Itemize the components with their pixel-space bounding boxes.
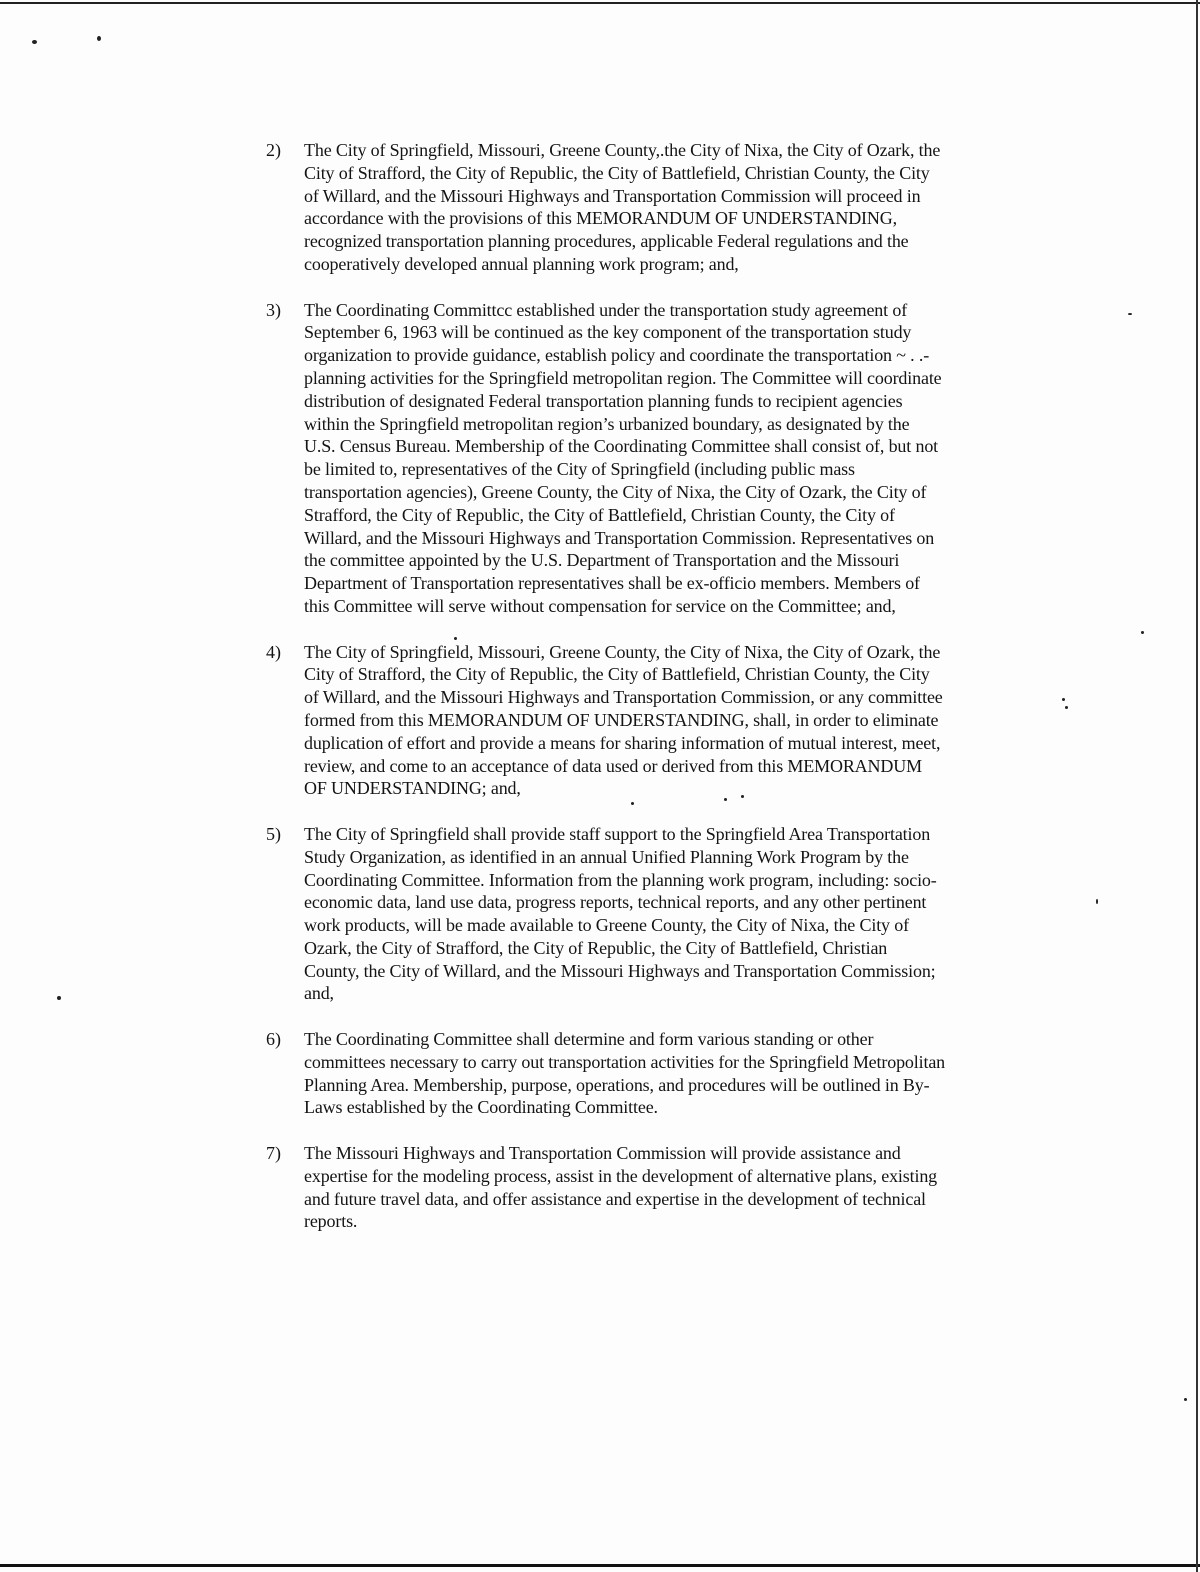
clause-item [266, 299, 1026, 618]
scan-speck [1184, 1398, 1187, 1401]
clause-item [266, 139, 1026, 276]
clause-text-line: County, the City of Willard, and the Missouri Highways and Transportation Commission; [304, 960, 936, 981]
clause-text-line: within the Springfield metropolitan region’s urbanized boundary, as designated by the [304, 413, 910, 434]
clause-text-line: Coordinating Committee. Information from the planning work program, including: socio- [304, 869, 937, 890]
numbered-clause-list [266, 139, 1026, 1233]
clause-text-line: expertise for the modeling process, assist in the development of alternative plans, existing [304, 1165, 938, 1186]
clause-text-line: work products, will be made available to Greene County, the City of Nixa, the City of [304, 915, 909, 936]
clause-text-line: transportation agencies), Greene County, the City of Nixa, the City of Ozark, the City of [304, 481, 927, 502]
scan-speck [57, 996, 61, 1000]
clause-item [266, 1028, 1026, 1119]
clause-text-line: The Coordinating Committee shall determine and form various standing or other [304, 1029, 874, 1050]
clause-text-line: The Missouri Highways and Transportation Commission will provide assistance and [304, 1143, 901, 1164]
clause-text-line: be limited to, representatives of the City of Springfield (including public mass [304, 459, 855, 480]
clause-text-line: U.S. Census Bureau. Membership of the Coordinating Committee shall consist of, but not [304, 436, 939, 457]
clause-text-line: Study Organization, as identified in an annual Unified Planning Work Program by the [304, 846, 909, 867]
clause-item [266, 1142, 1026, 1233]
clause-text-line: and, [304, 983, 334, 1004]
clause-text-line: Strafford, the City of Republic, the City of Battlefield, Christian County, the City of [304, 504, 895, 525]
clause-text-line: and future travel data, and offer assistance and expertise in the development of technical [304, 1188, 926, 1209]
clause-text-line: recognized transportation planning procedures, applicable Federal regulations and the [304, 231, 909, 252]
clause-text-line: organization to provide guidance, establish policy and coordinate the transportation ~ . .- [304, 345, 930, 366]
scan-speck [1062, 698, 1065, 701]
clause-text-line: committees necessary to carry out transportation activities for the Springfield Metropolitan [304, 1051, 946, 1072]
clause-number: 6) [266, 1029, 281, 1050]
clause-text-line: of Willard, and the Missouri Highways and Transportation Commission, or any committee [304, 687, 943, 708]
scan-speck [1141, 631, 1144, 634]
clause-text-line: Planning Area. Membership, purpose, operations, and procedures will be outlined in By- [304, 1074, 930, 1095]
scan-border-top [0, 2, 1200, 4]
clause-text-line: Willard, and the Missouri Highways and Transportation Commission. Representatives on [304, 527, 935, 548]
scan-speck [1128, 313, 1132, 315]
scan-speck [1065, 706, 1068, 709]
clause-text-line: of Willard, and the Missouri Highways and Transportation Commission will proceed in [304, 185, 921, 206]
clause-text-line: reports. [304, 1211, 358, 1232]
clause-text-line: The City of Springfield shall provide staff support to the Springfield Area Transportation [304, 823, 931, 844]
clause-number: 2) [266, 140, 281, 160]
clause-text-line: the committee appointed by the U.S. Department of Transportation and the Missouri [304, 550, 900, 571]
clause-text-line: Laws established by the Coordinating Committee. [304, 1097, 658, 1118]
clause-text-line: City of Strafford, the City of Republic, the City of Battlefield, Christian County, the City [304, 162, 930, 183]
clause-text-line: review, and come to an acceptance of data used or derived from this MEMORANDUM [304, 755, 922, 776]
clause-text-line: cooperatively developed annual planning work program; and, [304, 253, 739, 274]
clause-number: 3) [266, 299, 281, 320]
clause-text-line: planning activities for the Springfield metropolitan region. The Committee will coordinate [304, 367, 942, 388]
clause-text-line: The Coordinating Committcc established under the transportation study agreement of [304, 299, 908, 320]
clause-text-line: Department of Transportation representatives shall be ex-officio members. Members of [304, 573, 920, 594]
clause-text-line: formed from this MEMORANDUM OF UNDERSTANDING, shall, in order to eliminate [304, 709, 939, 730]
clause-number: 7) [266, 1143, 281, 1164]
clause-text-line: this Committee will serve without compensation for service on the Committee; and, [304, 595, 896, 616]
clause-text-line: September 6, 1963 will be continued as the key component of the transportation study [304, 322, 912, 343]
clause-number: 4) [266, 641, 281, 662]
clause-text-line: The City of Springfield, Missouri, Greene County,.the City of Nixa, the City of Ozark, the [304, 140, 941, 160]
clause-text-line: accordance with the provisions of this MEMORANDUM OF UNDERSTANDING, [304, 208, 897, 229]
clause-text-line: economic data, land use data, progress reports, technical reports, and any other pertinent [304, 892, 927, 913]
scan-border-right [1196, 0, 1198, 1572]
scan-border-bottom [0, 1564, 1200, 1567]
scan-speck [97, 36, 101, 41]
clause-text-line: Ozark, the City of Strafford, the City of Republic, the City of Battlefield, Christian [304, 937, 888, 958]
scan-speck [32, 40, 37, 44]
clause-item [266, 823, 1026, 1005]
clause-text-line: distribution of designated Federal transportation planning funds to recipient agencies [304, 390, 903, 411]
clause-text-line: City of Strafford, the City of Republic, the City of Battlefield, Christian County, the City [304, 664, 930, 685]
clause-text-line: duplication of effort and provide a means for sharing information of mutual interest, meet, [304, 732, 941, 753]
scan-speck [1096, 899, 1098, 904]
clause-text-line: The City of Springfield, Missouri, Greene County, the City of Nixa, the City of Ozark, the [304, 641, 941, 662]
clause-item [266, 641, 1026, 801]
clause-number: 5) [266, 823, 281, 844]
clause-text-line: OF UNDERSTANDING; and, [304, 778, 521, 799]
